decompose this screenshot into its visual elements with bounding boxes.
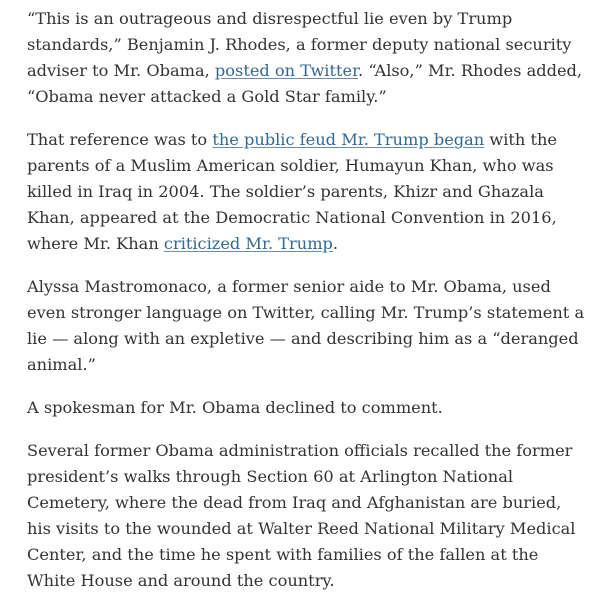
paragraph-text: Alyssa Mastromonaco, a former senior aide to Mr. Obama, used even stronger language on Twitter, calling Mr. Trump’s statement a lie — along with an expletive — and describing him as a “deranged animal.” [27,277,585,374]
paragraph-mastromonaco [27,274,587,378]
paragraph-rhodes-quote [27,6,587,110]
paragraph-text: Several former Obama administration officials recalled the former president’s walks through Section 60 at Arlington National Cemetery, where the dead from Iraq and Afghanistan are buried, his visits to the wounded at Walter Reed National Military Medical Center, and the time he spent with families of the fallen at the White House and around the country. [27,441,576,590]
paragraph-text: with the parents of a Muslim American soldier, Humayun Khan, who was killed in Iraq in 2004. The soldier’s parents, Khizr and Ghazala Khan, appeared at the Democratic National Convention in 2016, where Mr. Khan [27,130,557,253]
paragraph-spokesman [27,395,587,421]
paragraph-former-officials [27,438,587,594]
link-posted-on-twitter[interactable]: posted on Twitter [214,61,359,80]
link-criticized-trump[interactable]: criticized Mr. Trump [163,234,333,253]
paragraph-text: A spokesman for Mr. Obama declined to comment. [27,398,443,417]
paragraph-khan-feud [27,127,587,257]
link-public-feud[interactable]: the public feud Mr. Trump began [212,130,485,149]
paragraph-text: . [332,234,339,253]
paragraph-text: That reference was to [27,130,213,149]
paragraph-text: “This is an outrageous and disrespectful lie even by Trump standards,” Benjamin J. Rhodes, a former deputy national security adviser to Mr. Obama, [27,9,572,80]
article-body [27,6,587,611]
paragraph-text: . “Also,” Mr. Rhodes added, “Obama never attacked a Gold Star family.” [27,61,583,106]
